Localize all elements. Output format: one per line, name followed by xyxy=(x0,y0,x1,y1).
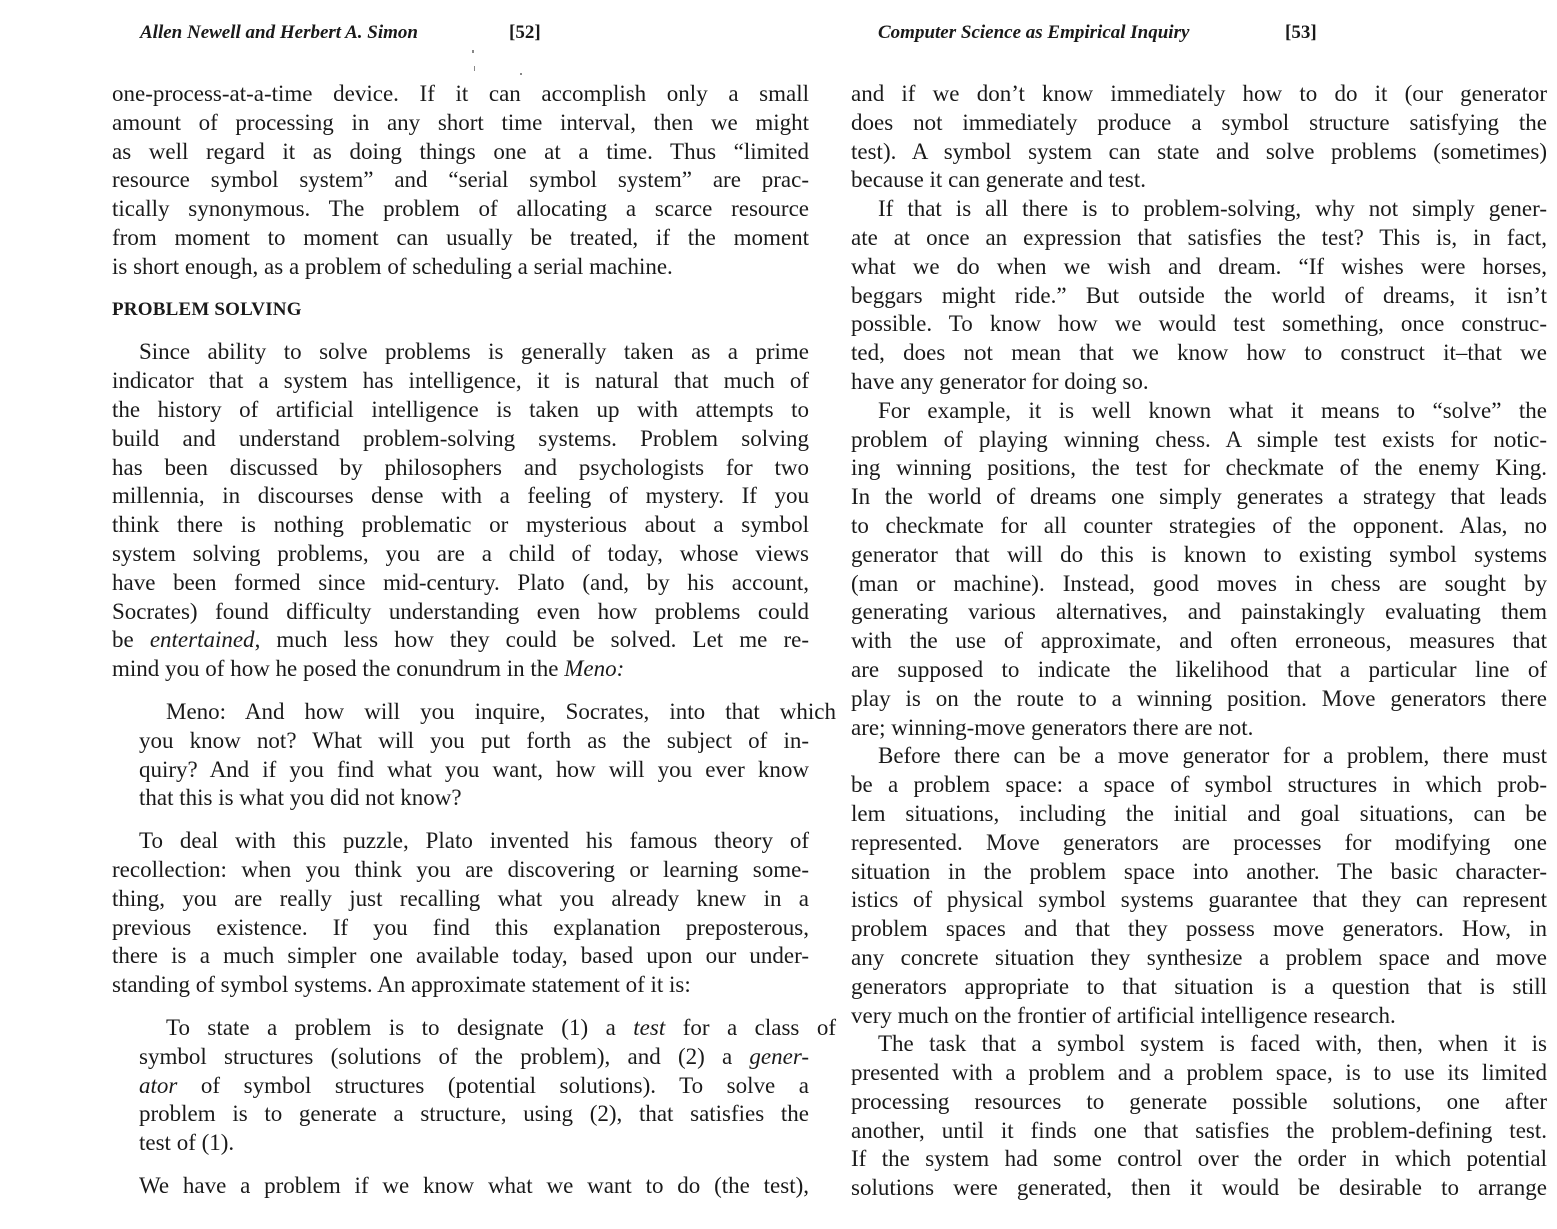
text-line: to checkmate for all counter strategies of the opponent. Alas, no xyxy=(851,512,1547,538)
text-line: another, until it finds one that satisfies the problem-defining test. xyxy=(851,1117,1547,1143)
text-line: have any generator for doing so. xyxy=(851,368,1149,394)
text-line: does not immediately produce a symbol structure satisfying the xyxy=(851,109,1547,135)
scan-speck xyxy=(520,73,522,75)
text-line: ate at once an expression that satisfies the test? This is, in fact, xyxy=(851,224,1547,250)
text-line: istics of physical symbol systems guarantee that they can represent xyxy=(851,887,1547,913)
text-line: symbol structures (solutions of the problem), and (2) a gener- xyxy=(139,1043,809,1069)
text-line: from moment to moment can usually be treated, if the moment xyxy=(112,224,809,250)
italic-term: entertained xyxy=(149,627,255,653)
italic-term: test xyxy=(633,1014,666,1040)
text-line: To state a problem is to designate (1) a test for a class of xyxy=(166,1014,836,1040)
paragraph xyxy=(851,742,1547,1030)
text-line: you know not? What will you put forth as the subject of in- xyxy=(139,727,809,753)
text-line: We have a problem if we know what we want to do (the test), xyxy=(139,1172,809,1198)
text-line: previous existence. If you find this explanation preposterous, xyxy=(112,914,809,940)
text-line: and if we don’t know immediately how to do it (our generator xyxy=(851,81,1547,106)
italic-term: Meno: xyxy=(564,656,625,682)
block-quote xyxy=(112,698,836,813)
text-line: resource symbol system” and “serial symbol system” are prac- xyxy=(112,167,809,193)
text-line: To deal with this puzzle, Plato invented his famous theory of xyxy=(139,828,809,854)
paragraph xyxy=(112,338,809,684)
running-head-left xyxy=(140,22,541,48)
text-line: mind you of how he posed the conundrum in the Meno: xyxy=(112,656,625,682)
text-line: possible. To know how we would test something, once construc- xyxy=(851,311,1547,337)
running-head-title: Allen Newell and Herbert A. Simon xyxy=(140,22,418,43)
text-line: recollection: when you think you are discovering or learning some- xyxy=(112,856,809,882)
text-line: be a problem space: a space of symbol structures in which prob- xyxy=(851,772,1547,798)
text-line: If the system had some control over the order in which potential xyxy=(851,1146,1547,1172)
right-page-body xyxy=(851,80,1547,1203)
text-line: test of (1). xyxy=(139,1130,235,1156)
text-line: amount of processing in any short time interval, then we might xyxy=(112,109,809,135)
text-line: standing of symbol systems. An approximate statement of it is: xyxy=(112,972,691,998)
italic-term: gener- xyxy=(749,1043,809,1069)
text-line: (man or machine). Instead, good moves in chess are sought by xyxy=(851,570,1547,596)
text-line: problem spaces and that they possess move generators. How, in xyxy=(851,916,1547,942)
text-line: situation in the problem space into another. The basic character- xyxy=(851,858,1547,884)
text-line: generators appropriate to that situation is a question that is still xyxy=(851,973,1547,999)
text-line: as well regard it as doing things one at a time. Thus “limited xyxy=(112,138,809,164)
text-line: ing winning positions, the test for checkmate of the enemy King. xyxy=(851,455,1547,481)
text-line: play is on the route to a winning position. Move generators there xyxy=(851,685,1547,711)
text-line: The task that a symbol system is faced with, then, when it is xyxy=(878,1031,1547,1057)
text-line: millennia, in discourses dense with a feeling of mystery. If you xyxy=(112,483,809,509)
section-heading: PROBLEM SOLVING xyxy=(112,298,302,320)
paragraph xyxy=(851,195,1547,397)
text-line: presented with a problem and a problem space, is to use its limited xyxy=(851,1060,1547,1086)
text-line: very much on the frontier of artificial intelligence research. xyxy=(851,1002,1396,1028)
text-line: Socrates) found difficulty understanding even how problems could xyxy=(112,598,809,624)
text-line: Since ability to solve problems is generally taken as a prime xyxy=(139,339,809,365)
text-line: is short enough, as a problem of scheduling a serial machine. xyxy=(112,253,673,279)
text-line: system solving problems, you are a child of today, whose views xyxy=(112,540,809,566)
page-number: [53] xyxy=(1285,22,1317,43)
text-line: problem of playing winning chess. A simple test exists for notic- xyxy=(851,426,1547,452)
text-line: test). A symbol system can state and solve problems (sometimes) xyxy=(851,138,1547,164)
italic-term: ator xyxy=(139,1072,178,1098)
text-line: ator of symbol structures (potential solutions). To solve a xyxy=(139,1072,809,1098)
paragraph xyxy=(851,397,1547,743)
scan-speck xyxy=(472,50,474,53)
text-line: what we do when we wish and dream. “If wishes were horses, xyxy=(851,253,1547,279)
text-line: quiry? And if you find what you want, how will you ever know xyxy=(139,756,809,782)
text-line: generator that will do this is known to existing symbol systems xyxy=(851,541,1547,567)
running-head-title: Computer Science as Empirical Inquiry xyxy=(878,22,1190,43)
text-line: ted, does not mean that we know how to construct it–that we xyxy=(851,340,1547,366)
text-line: Before there can be a move generator for a problem, there must xyxy=(878,743,1547,769)
paragraph xyxy=(851,1030,1547,1203)
paragraph xyxy=(851,80,1547,195)
text-line: represented. Move generators are processes for modifying one xyxy=(851,829,1547,855)
left-page-body xyxy=(112,80,836,1201)
text-line: build and understand problem-solving systems. Problem solving xyxy=(112,425,809,451)
text-line: are; winning-move generators there are not. xyxy=(851,714,1254,740)
text-line: because it can generate and test. xyxy=(851,167,1147,193)
text-line: solutions were generated, then it would be desirable to arrange xyxy=(851,1175,1547,1201)
page-number: [52] xyxy=(509,22,541,43)
text-line: thing, you are really just recalling what you already knew in a xyxy=(112,885,809,911)
text-line: generating various alternatives, and painstakingly evaluating them xyxy=(851,599,1547,625)
text-line: the history of artificial intelligence is taken up with attempts to xyxy=(112,396,809,422)
text-line: tically synonymous. The problem of allocating a scarce resource xyxy=(112,196,809,222)
text-line: be entertained, much less how they could be solved. Let me re- xyxy=(112,627,809,653)
running-head-right xyxy=(878,22,1317,48)
text-line: there is a much simpler one available today, based upon our under- xyxy=(112,943,809,969)
text-line: beggars might ride.” But outside the world of dreams, it isn’t xyxy=(851,282,1547,308)
paragraph xyxy=(112,1172,809,1201)
text-line: If that is all there is to problem-solving, why not simply gener- xyxy=(878,196,1547,222)
scan-speck xyxy=(474,66,475,71)
paragraph xyxy=(112,827,809,1000)
text-line: problem is to generate a structure, using (2), that satisfies the xyxy=(139,1101,809,1127)
text-line: In the world of dreams one simply generates a strategy that leads xyxy=(851,484,1547,510)
text-line: think there is nothing problematic or mysterious about a symbol xyxy=(112,512,809,538)
text-line: indicator that a system has intelligence, it is natural that much of xyxy=(112,368,809,394)
text-line: are supposed to indicate the likelihood that a particular line of xyxy=(851,656,1547,682)
text-line: with the use of approximate, and often erroneous, measures that xyxy=(851,628,1547,654)
text-line: any concrete situation they synthesize a problem space and move xyxy=(851,944,1547,970)
text-line: one-process-at-a-time device. If it can accomplish only a small xyxy=(112,81,809,106)
paragraph xyxy=(112,80,809,282)
text-line: Meno: And how will you inquire, Socrates, into that which xyxy=(166,698,836,724)
text-line: have been formed since mid-century. Plato (and, by his account, xyxy=(112,569,809,595)
text-line: processing resources to generate possible solutions, one after xyxy=(851,1088,1547,1114)
block-quote xyxy=(112,1014,836,1158)
text-line: that this is what you did not know? xyxy=(139,785,462,811)
text-line: lem situations, including the initial and goal situations, can be xyxy=(851,800,1547,826)
text-line: has been discussed by philosophers and psychologists for two xyxy=(112,454,809,480)
text-line: For example, it is well known what it means to “solve” the xyxy=(878,397,1547,423)
